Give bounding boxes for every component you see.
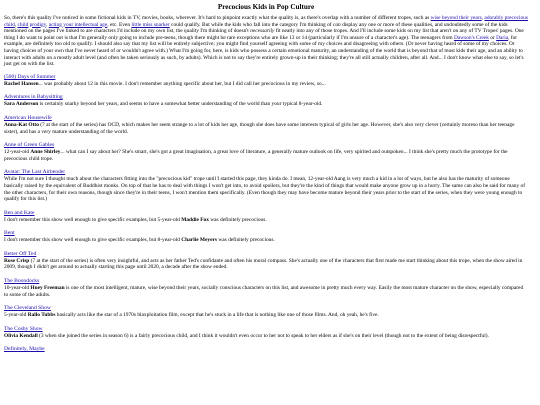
entry-description: 10-year-old Huey Freeman is one of the most intelligent, mature, wise beyond their years, socially conscious characters on this list, and awesome in pretty much every way. Easily the most mature character on the show, especially compared to some of the adults. <box>4 285 524 298</box>
list-item <box>4 74 528 88</box>
link-adorably-precocious-child[interactable]: adorably precocious child <box>4 15 528 28</box>
list-item <box>4 169 528 202</box>
link-wise-beyond-their-years[interactable]: wise beyond their years <box>430 15 482 21</box>
entry-title-link[interactable]: American Housewife <box>4 114 52 121</box>
list-item <box>4 230 528 244</box>
list-item <box>4 251 528 271</box>
entry-description: Anna-Kat Otto (7 at the start of the series) has OCD, which makes her seem strange to a lot of kids her age, though she does have some interests typical of girls her age. However, she's also very clever (certainly moreso than her teenage sister), and has a very mature understanding of the world. <box>4 121 515 135</box>
link-daria[interactable]: Daria <box>496 34 509 41</box>
entry-title-link[interactable]: The Boondocks <box>4 278 40 285</box>
link-acting-your-intellectual-age[interactable]: acting your intellectual age <box>48 21 108 28</box>
link-child-prodigy[interactable]: child prodigy <box>17 21 47 28</box>
entry-title-link[interactable]: Better Off Ted <box>4 250 37 257</box>
entry-title-link[interactable]: Definitely, Maybe <box>4 346 45 353</box>
link-little-miss-snarker[interactable]: little miss snarker <box>131 21 170 28</box>
entry-title-link[interactable]: (500) Days of Summer <box>4 73 56 80</box>
entry-description: 12-year-old Anne Shirley... what can I say about her? She's smart, she's got a great imagination, a great love of literature, a generally mature outlook on life, very spirited and outspoken... I think she's pretty much the prototype for the precocious child trope. <box>4 149 508 162</box>
entry-title-link[interactable]: The Cosby Show <box>4 325 43 332</box>
list-item <box>4 142 528 162</box>
list-item <box>4 210 528 224</box>
entry-list <box>4 74 528 354</box>
entry-title-link[interactable]: Ben and Kate <box>4 209 35 216</box>
entry-description: Rachel Hansen... was probably about 12 in this movie. I don't remember anything specific about her, but I did call her precocious in my review, so... <box>4 80 326 87</box>
list-item <box>4 326 528 340</box>
entry-description: I don't remember this show well enough to give specific examples, but 5-year-old Maddie Fox was definitely precocious. <box>4 216 267 223</box>
entry-title-link[interactable]: Adventures in Babysitting <box>4 94 63 101</box>
entry-title-link[interactable]: Anne of Green Gables <box>4 142 55 149</box>
entry-description: I don't remember this show well enough to give specific examples, but 8-year-old Charlie Meyers was definitely precocious. <box>4 237 275 244</box>
entry-description: Sara Anderson is certainly snarky beyond her years, and seems to have a somewhat better understanding of the world than your typical 8-year-old. <box>4 101 323 108</box>
page-title: Precocious Kids in Pop Culture <box>217 3 315 11</box>
list-item <box>4 278 528 298</box>
list-item <box>4 115 528 135</box>
entry-description: Rose Crisp (7 at the start of the series) is often very insightful, and acts as her father Ted's confidante and often his moral compass. She's actually one of the characters that first made me start thinking about this trope, when the show aired in 2009, though I didn't get around to actually starting this page until 2020, a decade after the show ended. <box>4 257 523 271</box>
list-item <box>4 94 528 108</box>
entry-description: While I'm not sure I thought much about the characters fitting into the "precocious kid" trope until I started this page, they kinda do. I mean, 12-year-old Aang is very much a kid in a lot of ways, but he also has the maturity of someone basically raised by the equivalent of Buddhist monks. On top of that he has to deal with things I won't get into, to avoid spoilers, but they're the kind of things that would make anyone grow up in a hurry. The same can also be said for many of the other characters, for their own reasons, though since they're in their teens, I won't mention them specifically. (Even though they may have become mature beyond their years prior to the start of the series, when they were young enough to qualify for this list.) <box>4 176 525 203</box>
entry-title-link[interactable]: Avatar: The Last Airbender <box>4 169 66 176</box>
intro-paragraph: So, there's this quality I've noticed in some fictional kids in TV, movies, books, wherever. It's hard to pinpoint exactly what the quality is, as there's overlap with a number of different tropes, such as wise beyond their years, adorably precocious child, child prodigy, acting your intellectual age, etc. Even little miss snarker could qualify. But while the kids who fall into the category I'm thinking of can display any one or more of these qualities, and undoubtedly some of the kids mentioned on the pages I've linked to are characters I'd include on my own list, the quality I'm thinking of doesn't necessarily fit neatly into any of those tropes. And I'll include some kids on my list that aren't on any of TV Tropes' pages. One thing I do want to point out is that I'm generally only going to include pre-teens, though there might be rare exceptions who are like 13 or 14 (particularly if I'm unsure of a character's age). The teenagers from Dawson's Creek or Daria, for example, are definitely too old to qualify. I should also say that my list will be entirely subjective; you might find yourself agreeing with some of my choices and disagreeing with others. (Or never having heard of some of my choices. Or having choices of your own that I've never heard of or wouldn't agree with.) What I'm going for, here, is kids who possess a certain emotional maturity, an understanding of the world that is beyond that of most kids their age, and an ability to interact with adults on a mostly adult level (and often be taken seriously as such, by adults). Which is not to say they're entirely grown-up in their thinking; they're all still actually children, after all. And... I don't know what else to say, so let's just get on with the list. <box>4 15 528 68</box>
list-item <box>4 305 528 319</box>
entry-description: 5-year-old Rallo Tubbs basically acts like the star of a 1970s blaxploitation film, except that he's stuck in a life that is nothing like one of those films. And, oh yeah, he's five. <box>4 312 379 319</box>
entry-title-link[interactable]: Bent <box>4 230 15 237</box>
entry-description: Olivia Kendall (3 when she joined the series in season 6) is a fairly precocious child, and I think it wouldn't even occur to her not to speak to her elders as if she's on their level (though not to the extent of being disrespectful). <box>4 332 489 339</box>
link-dawsons-creek[interactable]: Dawson's Creek <box>453 34 489 41</box>
list-item <box>4 346 528 353</box>
entry-title-link[interactable]: The Cleveland Show <box>4 305 51 312</box>
